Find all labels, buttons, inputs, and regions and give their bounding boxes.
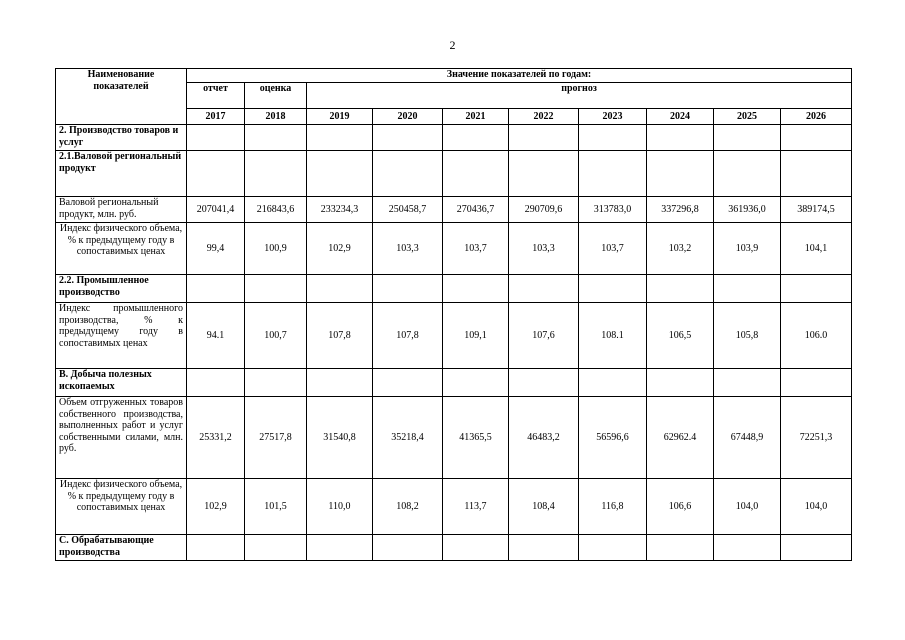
value-cell: 270436,7 — [443, 197, 509, 223]
value-cell: 35218,4 — [373, 397, 443, 479]
value-cell — [443, 151, 509, 197]
estimate-label: оценка — [245, 83, 307, 109]
value-cell: 106,6 — [647, 479, 714, 535]
indicator-name: Объем отгруженных товаров собственного производства, выполненных работ и услуг собственными силами, млн. руб. — [56, 397, 187, 479]
indicator-column-header: Наименование показателей — [56, 69, 187, 125]
value-cell: 72251,3 — [781, 397, 852, 479]
indicators-table — [55, 68, 852, 561]
value-cell: 207041,4 — [187, 197, 245, 223]
value-cell: 104,1 — [781, 223, 852, 275]
forecast-label: прогноз — [307, 83, 852, 109]
value-cell: 103,7 — [579, 223, 647, 275]
value-cell: 108,2 — [373, 479, 443, 535]
value-cell: 361936,0 — [714, 197, 781, 223]
value-cell: 216843,6 — [245, 197, 307, 223]
value-cell — [509, 369, 579, 397]
section-title: 2. Производство товаров и услуг — [56, 125, 187, 151]
value-cell: 107,6 — [509, 303, 579, 369]
value-cell — [579, 369, 647, 397]
value-cell — [307, 275, 373, 303]
value-cell — [579, 535, 647, 561]
section-title: 2.1.Валовой региональный продукт — [56, 151, 187, 197]
value-cell — [307, 151, 373, 197]
indicator-name: Индекс физического объема, % к предыдущему году в сопоставимых ценах — [56, 223, 187, 275]
section-row — [56, 151, 852, 197]
value-cell: 27517,8 — [245, 397, 307, 479]
value-cell — [647, 369, 714, 397]
indicator-name: Валовой региональный продукт, млн. руб. — [56, 197, 187, 223]
value-cell — [714, 369, 781, 397]
value-cell — [245, 275, 307, 303]
value-cell: 103,7 — [443, 223, 509, 275]
value-cell: 113,7 — [443, 479, 509, 535]
value-cell: 100,7 — [245, 303, 307, 369]
value-cell — [443, 275, 509, 303]
value-cell: 104,0 — [781, 479, 852, 535]
value-cell: 46483,2 — [509, 397, 579, 479]
value-cell: 99,4 — [187, 223, 245, 275]
section-row — [56, 369, 852, 397]
value-cell: 389174,5 — [781, 197, 852, 223]
value-cell — [373, 151, 443, 197]
year-header: 2019 — [307, 109, 373, 125]
value-cell — [245, 125, 307, 151]
year-header: 2020 — [373, 109, 443, 125]
value-cell — [245, 535, 307, 561]
value-cell — [443, 535, 509, 561]
value-cell — [187, 275, 245, 303]
values-title: Значение показателей по годам: — [187, 69, 852, 83]
value-cell: 62962.4 — [647, 397, 714, 479]
value-cell: 102,9 — [187, 479, 245, 535]
value-cell — [781, 535, 852, 561]
table-row — [56, 303, 852, 369]
value-cell — [373, 535, 443, 561]
value-cell: 105,8 — [714, 303, 781, 369]
value-cell — [647, 535, 714, 561]
value-cell: 107,8 — [373, 303, 443, 369]
value-cell — [714, 275, 781, 303]
value-cell — [714, 151, 781, 197]
table-row — [56, 479, 852, 535]
value-cell — [781, 369, 852, 397]
value-cell — [187, 369, 245, 397]
table-row — [56, 223, 852, 275]
section-title: 2.2. Промышленное производство — [56, 275, 187, 303]
value-cell — [579, 151, 647, 197]
value-cell — [245, 151, 307, 197]
value-cell — [647, 275, 714, 303]
value-cell: 31540,8 — [307, 397, 373, 479]
value-cell: 103,2 — [647, 223, 714, 275]
year-header: 2022 — [509, 109, 579, 125]
section-title: B. Добыча полезных ископаемых — [56, 369, 187, 397]
value-cell — [509, 151, 579, 197]
value-cell: 94.1 — [187, 303, 245, 369]
section-row — [56, 275, 852, 303]
value-cell: 56596,6 — [579, 397, 647, 479]
value-cell — [647, 125, 714, 151]
value-cell: 41365,5 — [443, 397, 509, 479]
indicator-name: Индекс промышленного производства, % к предыдущему году в сопоставимых ценах — [56, 303, 187, 369]
section-row — [56, 535, 852, 561]
value-cell — [579, 125, 647, 151]
value-cell — [245, 369, 307, 397]
value-cell — [373, 125, 443, 151]
value-cell: 109,1 — [443, 303, 509, 369]
year-header: 2021 — [443, 109, 509, 125]
table-row — [56, 197, 852, 223]
value-cell: 25331,2 — [187, 397, 245, 479]
value-cell: 104,0 — [714, 479, 781, 535]
value-cell: 337296,8 — [647, 197, 714, 223]
value-cell — [781, 151, 852, 197]
year-header: 2024 — [647, 109, 714, 125]
value-cell — [509, 535, 579, 561]
value-cell — [579, 275, 647, 303]
page-number: 2 — [449, 38, 456, 52]
value-cell: 107,8 — [307, 303, 373, 369]
value-cell — [781, 275, 852, 303]
year-header: 2018 — [245, 109, 307, 125]
value-cell: 67448,9 — [714, 397, 781, 479]
value-cell: 106.0 — [781, 303, 852, 369]
indicator-name: Индекс физического объема, % к предыдущему году в сопоставимых ценах — [56, 479, 187, 535]
value-cell: 110,0 — [307, 479, 373, 535]
value-cell — [509, 125, 579, 151]
value-cell: 103,3 — [373, 223, 443, 275]
value-cell: 100,9 — [245, 223, 307, 275]
value-cell — [307, 125, 373, 151]
value-cell — [307, 369, 373, 397]
value-cell — [187, 125, 245, 151]
value-cell — [714, 125, 781, 151]
value-cell: 108.1 — [579, 303, 647, 369]
value-cell — [714, 535, 781, 561]
value-cell: 290709,6 — [509, 197, 579, 223]
year-header: 2023 — [579, 109, 647, 125]
value-cell — [443, 369, 509, 397]
value-cell: 108,4 — [509, 479, 579, 535]
value-cell: 101,5 — [245, 479, 307, 535]
value-cell: 103,9 — [714, 223, 781, 275]
value-cell — [443, 125, 509, 151]
value-cell: 233234,3 — [307, 197, 373, 223]
year-header: 2025 — [714, 109, 781, 125]
value-cell: 116,8 — [579, 479, 647, 535]
value-cell — [187, 535, 245, 561]
value-cell — [647, 151, 714, 197]
value-cell — [781, 125, 852, 151]
value-cell: 250458,7 — [373, 197, 443, 223]
value-cell: 313783,0 — [579, 197, 647, 223]
value-cell — [187, 151, 245, 197]
year-header: 2026 — [781, 109, 852, 125]
value-cell: 102,9 — [307, 223, 373, 275]
value-cell: 106,5 — [647, 303, 714, 369]
value-cell: 103,3 — [509, 223, 579, 275]
section-title: C. Обрабатывающие производства — [56, 535, 187, 561]
value-cell — [509, 275, 579, 303]
value-cell — [373, 369, 443, 397]
report-label: отчет — [187, 83, 245, 109]
year-header: 2017 — [187, 109, 245, 125]
table-row — [56, 397, 852, 479]
value-cell — [307, 535, 373, 561]
section-row — [56, 125, 852, 151]
value-cell — [373, 275, 443, 303]
